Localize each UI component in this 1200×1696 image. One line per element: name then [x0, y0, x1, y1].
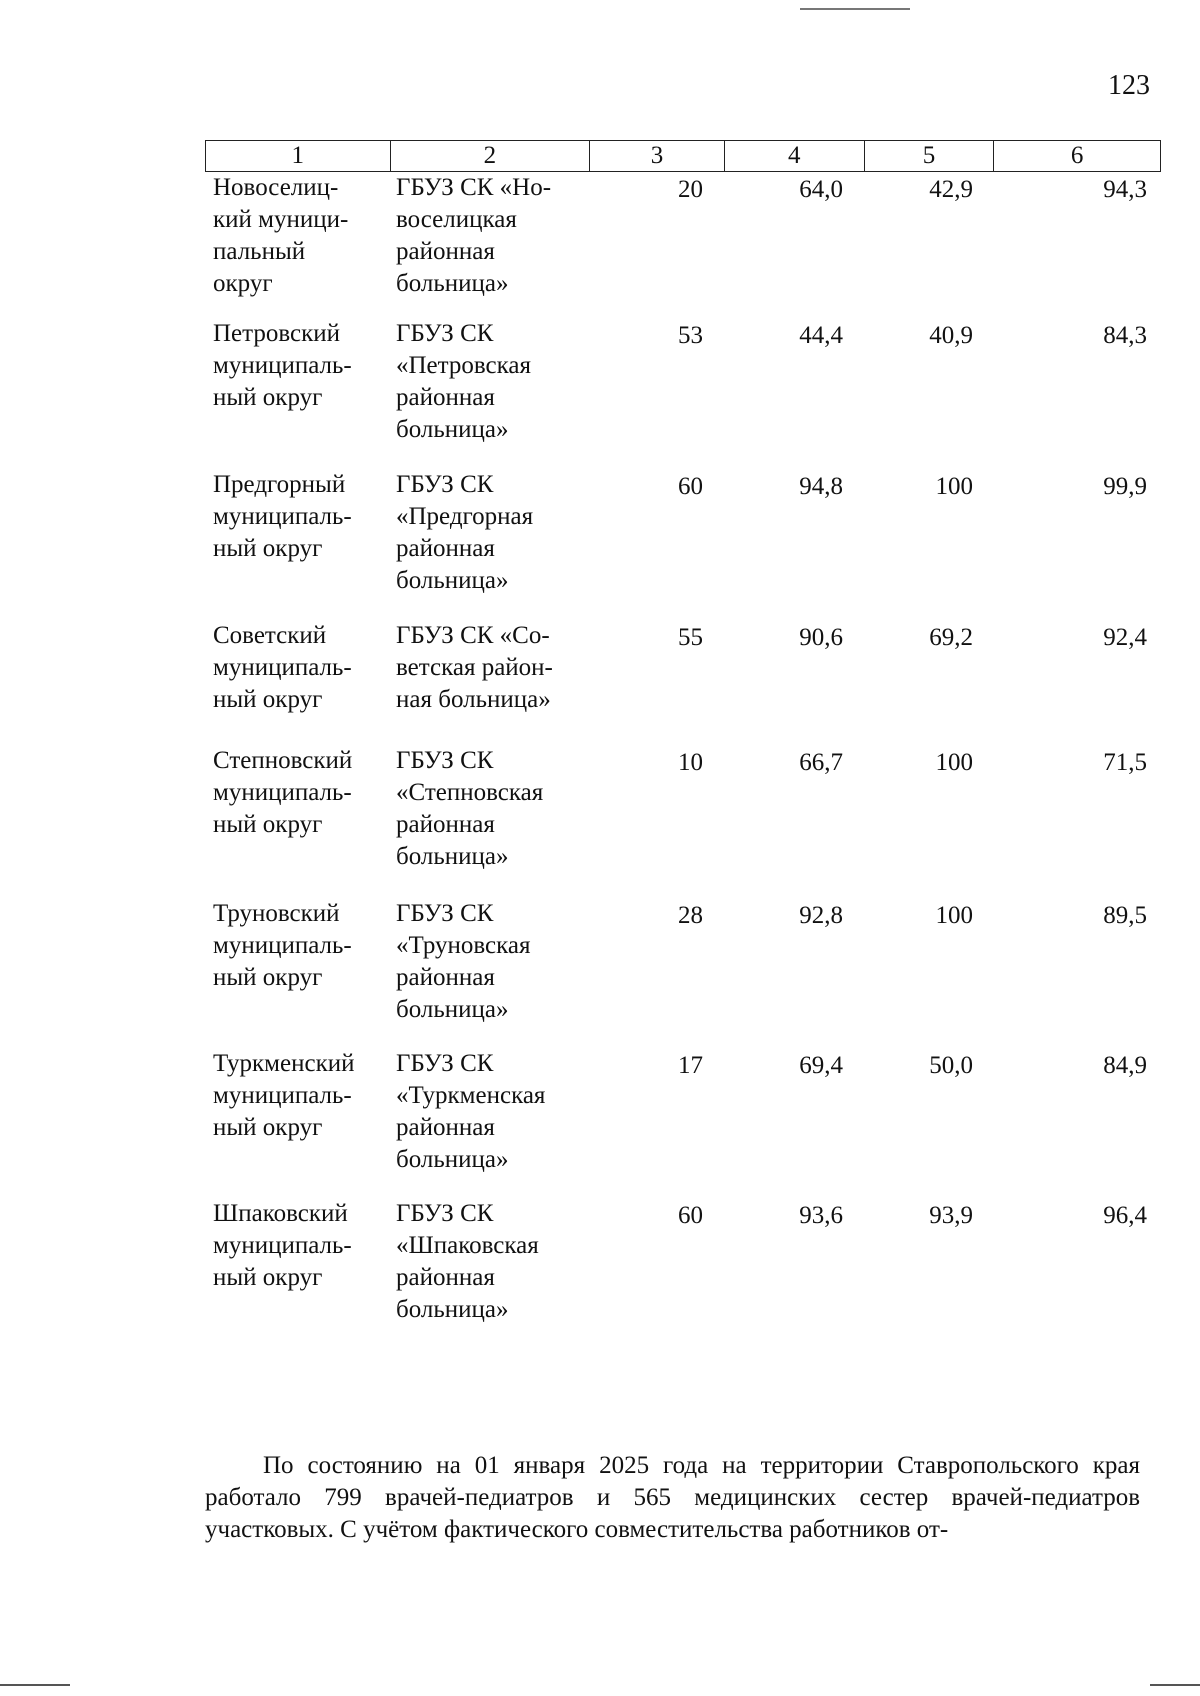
value-cell-col5: 100: [935, 749, 973, 776]
value-cell-col5: 100: [935, 902, 973, 929]
page-number: 123: [1108, 70, 1150, 101]
value-cell-col6: 84,9: [1103, 1052, 1147, 1079]
hospital-cell: ГБУЗ СК «Со- ветская район- ная больница»: [396, 622, 553, 713]
value-cell-col6: 94,3: [1103, 176, 1147, 203]
district-cell: Шпаковский муниципаль- ный округ: [213, 1200, 352, 1291]
value-cell-col5: 40,9: [929, 322, 973, 349]
district-cell: Степновский муниципаль- ный округ: [213, 747, 353, 838]
value-cell-col5: 42,9: [929, 176, 973, 203]
value-cell-col4: 64,0: [799, 176, 843, 203]
value-cell-col3: 60: [678, 1202, 703, 1229]
table-row: [205, 898, 1161, 1048]
value-cell-col4: 44,4: [799, 322, 843, 349]
table-row: [205, 318, 1161, 469]
value-cell-col6: 89,5: [1103, 902, 1147, 929]
scan-artifact-top: [800, 8, 910, 10]
value-cell-col4: 93,6: [799, 1202, 843, 1229]
district-cell: Труновский муниципаль- ный округ: [213, 900, 352, 991]
value-cell-col5: 69,2: [929, 624, 973, 651]
value-cell-col3: 53: [678, 322, 703, 349]
value-cell-col3: 28: [678, 902, 703, 929]
value-cell-col6: 92,4: [1103, 624, 1147, 651]
column-header-3: 3: [590, 141, 725, 171]
table-row: [205, 172, 1161, 318]
value-cell-col3: 10: [678, 749, 703, 776]
scan-artifact-bottom-left: [0, 1684, 70, 1686]
district-cell: Предгорный муниципаль- ный округ: [213, 471, 352, 562]
column-header-4: 4: [725, 141, 865, 171]
hospital-cell: ГБУЗ СК «Но- воселицкая районная больница»: [396, 174, 552, 297]
value-cell-col6: 99,9: [1103, 473, 1147, 500]
district-cell: Советский муниципаль- ный округ: [213, 622, 352, 713]
hospital-cell: ГБУЗ СК «Петровская районная больница»: [396, 320, 531, 443]
table-row: [205, 469, 1161, 620]
district-cell: Петровский муниципаль- ный округ: [213, 320, 352, 411]
value-cell-col5: 93,9: [929, 1202, 973, 1229]
value-cell-col4: 69,4: [799, 1052, 843, 1079]
value-cell-col5: 100: [935, 473, 973, 500]
district-cell: Туркменский муниципаль- ный округ: [213, 1050, 355, 1141]
value-cell-col4: 90,6: [799, 624, 843, 651]
table-row: [205, 620, 1161, 745]
hospital-cell: ГБУЗ СК «Степновская районная больница»: [396, 747, 544, 870]
value-cell-col3: 55: [678, 624, 703, 651]
hospital-cell: ГБУЗ СК «Предгорная районная больница»: [396, 471, 534, 594]
column-header-6: 6: [1070, 142, 1084, 169]
value-cell-col4: 66,7: [799, 749, 843, 776]
value-cell-col5: 50,0: [929, 1052, 973, 1079]
district-cell: Новоселиц- кий муници- пальный округ: [213, 174, 349, 297]
hospital-cell: ГБУЗ СК «Туркменская районная больница»: [396, 1050, 546, 1173]
value-cell-col6: 84,3: [1103, 322, 1147, 349]
value-cell-col3: 20: [678, 176, 703, 203]
value-cell-col6: 71,5: [1103, 749, 1147, 776]
hospital-cell: ГБУЗ СК «Шпаковская районная больница»: [396, 1200, 539, 1323]
value-cell-col6: 96,4: [1103, 1202, 1147, 1229]
table-row: [205, 745, 1161, 898]
scan-artifact-bottom-right: [1150, 1684, 1200, 1686]
value-cell-col4: 94,8: [799, 473, 843, 500]
table-row: [205, 1198, 1161, 1348]
value-cell-col3: 17: [678, 1052, 703, 1079]
value-cell-col4: 92,8: [799, 902, 843, 929]
column-header-5: 5: [865, 141, 995, 171]
hospital-cell: ГБУЗ СК «Труновская районная больница»: [396, 900, 531, 1023]
column-header-1: 1: [206, 141, 391, 171]
table-body: [205, 172, 1161, 1348]
table-header-row: [205, 140, 1161, 172]
table-row: [205, 1048, 1161, 1198]
column-header-2: 2: [391, 141, 591, 171]
value-cell-col3: 60: [678, 473, 703, 500]
body-paragraph: По состоянию на 01 января 2025 года на территории Ставропольского края работало 799 врачей-педиатров и 565 медицинских сестер врачей-педиатров участковых. С учётом фактического совместительства работников от-: [205, 1452, 1140, 1543]
